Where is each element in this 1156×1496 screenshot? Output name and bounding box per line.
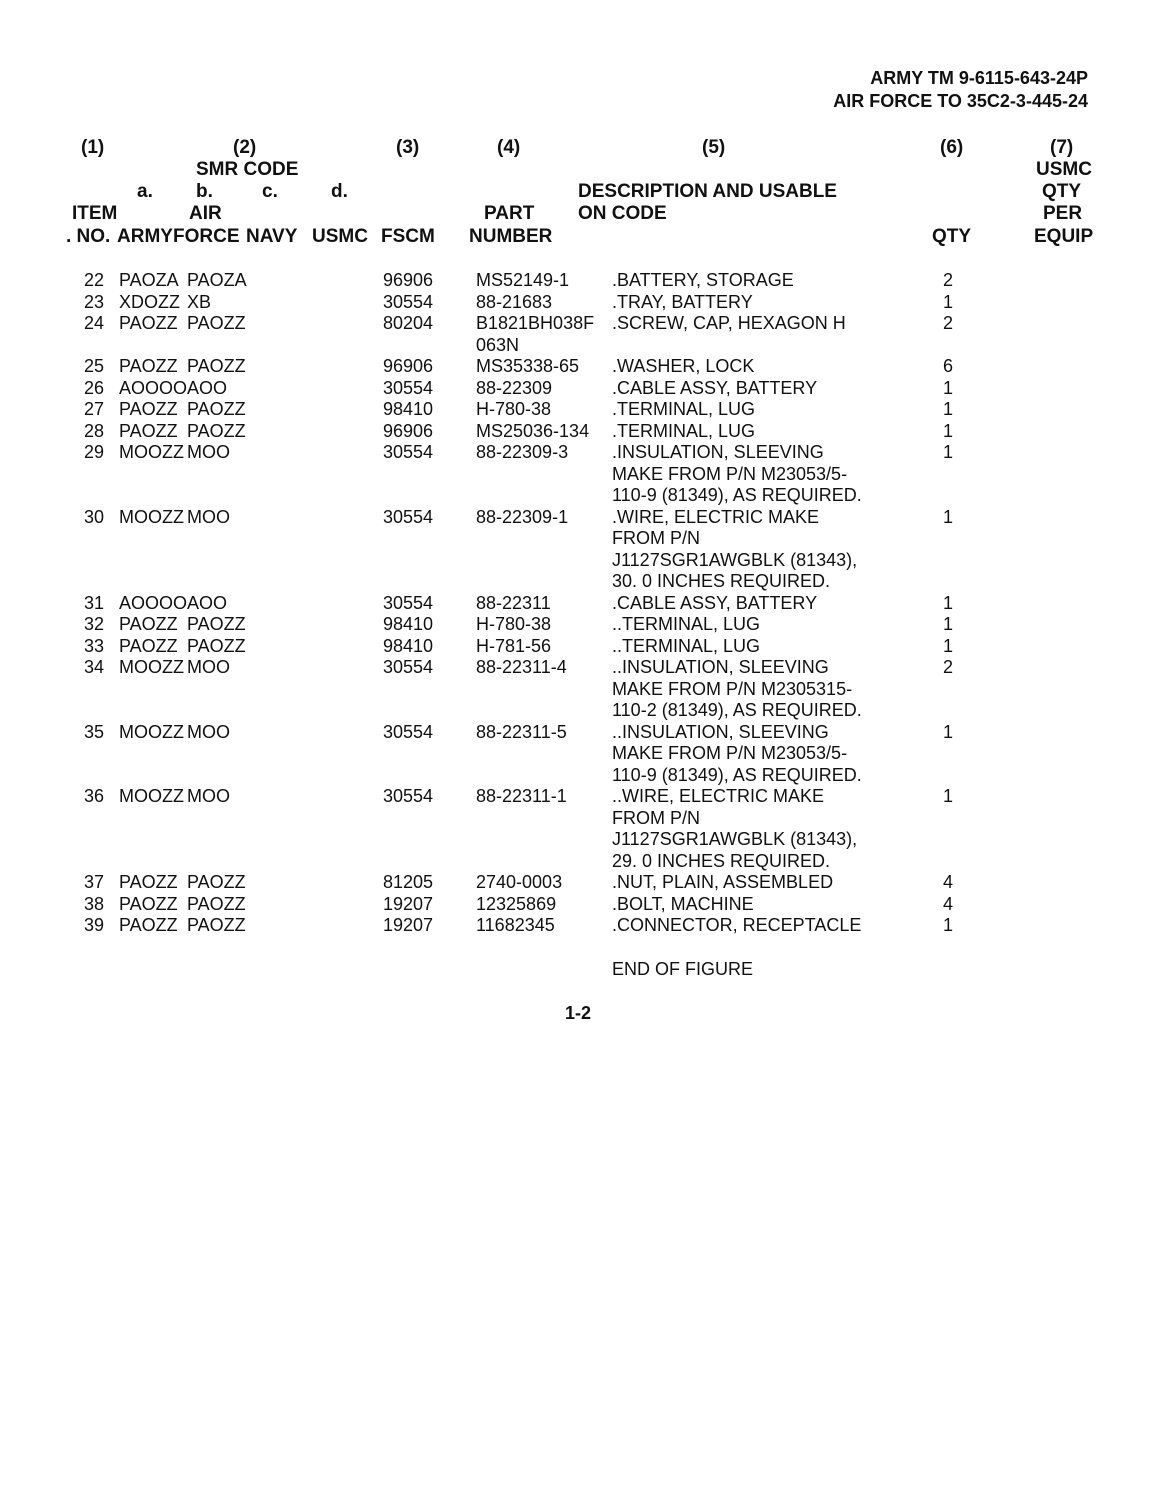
part-number-line: H-781-56: [476, 635, 552, 656]
quantity: 1: [942, 442, 953, 462]
col1-no-label: . NO.: [66, 226, 111, 247]
quantity: 2: [942, 657, 953, 677]
part-number-line: B1821BH038F: [476, 313, 595, 333]
quantity: 1: [942, 915, 953, 935]
fscm-code: 30554: [383, 786, 434, 806]
col5-usable-on-code-label: ON CODE: [578, 203, 667, 224]
item-number: 23: [83, 291, 104, 312]
part-number: [476, 593, 551, 615]
item-number: 30: [83, 506, 104, 527]
part-number-line: MS52149-1: [476, 270, 570, 290]
smr-air-force-code: MOO: [187, 786, 230, 806]
document-id-army: ARMY TM 9-6115-643-24P: [870, 68, 1088, 88]
col1-item-label: ITEM: [72, 203, 118, 224]
quantity: 4: [942, 893, 953, 914]
description: [612, 442, 862, 507]
quantity: 1: [942, 614, 953, 634]
quantity: 1: [942, 592, 953, 613]
item-number: 26: [83, 377, 104, 398]
col3-number: (3): [396, 137, 420, 158]
smr-navy-label: NAVY: [246, 226, 298, 247]
part-number: [476, 915, 555, 937]
fscm-code: 30554: [383, 657, 434, 677]
part-number-line: 88-21683: [476, 291, 553, 312]
description-line: ..INSULATION, SLEEVING: [612, 657, 829, 677]
description: [612, 507, 857, 593]
description-line: 30. 0 INCHES REQUIRED.: [612, 571, 831, 591]
description-line: J1127SGR1AWGBLK (81343),: [612, 829, 858, 849]
description: [612, 722, 862, 787]
smr-air-force-code: AOO: [187, 592, 228, 613]
smr-army-code: PAOZZ: [119, 635, 178, 656]
document-id-air-force: AIR FORCE TO 35C2-3-445-24: [833, 91, 1088, 111]
part-number: [476, 399, 551, 421]
description: [612, 894, 754, 916]
item-number: 25: [83, 356, 104, 376]
smr-air-force-code: AOO: [187, 377, 228, 398]
part-number-line: H-780-38: [476, 614, 552, 634]
page-number: 1-2: [564, 1003, 591, 1023]
description: [612, 270, 794, 292]
description-line: MAKE FROM P/N M23053/5-: [612, 463, 848, 484]
col5-number: (5): [702, 137, 726, 158]
description-line: .TRAY, BATTERY: [612, 291, 753, 312]
description-line: .NUT, PLAIN, ASSEMBLED: [612, 872, 834, 892]
fscm-code: 30554: [383, 592, 434, 613]
description: [612, 786, 857, 872]
fscm-code: 96906: [383, 420, 434, 441]
description-line: J1127SGR1AWGBLK (81343),: [612, 549, 858, 570]
item-number: 24: [83, 313, 104, 333]
smr-sub-a: a.: [137, 181, 153, 202]
part-number-line: 88-22309-3: [476, 442, 569, 462]
description-line: ..TERMINAL, LUG: [612, 635, 761, 656]
smr-army-code: PAOZZ: [119, 614, 178, 634]
part-number: [476, 270, 569, 292]
fscm-code: 96906: [383, 356, 434, 376]
smr-army-code: PAOZA: [119, 270, 179, 290]
part-number-line: 88-22309: [476, 377, 553, 398]
smr-air-force-code: PAOZZ: [187, 893, 246, 914]
part-number-line: 88-22309-1: [476, 506, 569, 527]
smr-army-code: MOOZZ: [119, 442, 184, 462]
smr-code-title: SMR CODE: [196, 159, 299, 180]
description-line: 110-2 (81349), AS REQUIRED.: [612, 700, 862, 720]
item-number: 32: [83, 614, 104, 634]
item-number: 22: [83, 270, 104, 290]
description-line: FROM P/N: [612, 528, 700, 548]
description: [612, 313, 846, 335]
quantity: 2: [942, 270, 953, 290]
description-line: .INSULATION, SLEEVING: [612, 442, 824, 462]
description-line: .CABLE ASSY, BATTERY: [612, 592, 818, 613]
part-number: [476, 657, 567, 679]
description: [612, 872, 833, 894]
description: [612, 593, 817, 615]
part-number-line: 88-22311-5: [476, 721, 567, 742]
part-number-line: 88-22311-1: [476, 786, 567, 806]
fscm-code: 96906: [383, 270, 434, 290]
fscm-code: 19207: [383, 893, 434, 914]
col4-part-label: PART: [484, 203, 535, 224]
item-number: 34: [83, 657, 104, 677]
quantity: 4: [942, 872, 953, 892]
description-line: ..INSULATION, SLEEVING: [612, 721, 829, 742]
description: [612, 399, 755, 421]
quantity: 6: [942, 356, 953, 376]
description-line: .TERMINAL, LUG: [612, 420, 756, 441]
fscm-code: 81205: [383, 872, 434, 892]
part-number-line: 88-22311: [476, 592, 551, 613]
col6-number: (6): [940, 137, 964, 158]
smr-air-force-code: PAOZZ: [187, 614, 246, 634]
part-number: [476, 636, 551, 658]
quantity: 1: [942, 291, 953, 312]
smr-air-force-code: PAOZZ: [187, 915, 246, 935]
description: [612, 915, 861, 937]
item-number: 35: [83, 721, 104, 742]
quantity: 1: [942, 377, 953, 398]
col3-fscm-label: FSCM: [381, 226, 435, 247]
description-line: .WIRE, ELECTRIC MAKE: [612, 506, 820, 527]
description: [612, 421, 755, 443]
description-line: ..WIRE, ELECTRIC MAKE: [612, 786, 825, 806]
part-number: [476, 722, 567, 744]
part-number-line: 2740-0003: [476, 872, 563, 892]
part-number-line: 12325869: [476, 893, 557, 914]
description-line: .CONNECTOR, RECEPTACLE: [612, 915, 862, 935]
smr-air-force-code: PAOZZ: [187, 635, 246, 656]
description-line: 29. 0 INCHES REQUIRED.: [612, 850, 831, 871]
col2-number: (2): [233, 137, 257, 158]
smr-army-code: PAOZZ: [119, 915, 178, 935]
smr-army-code: PAOZZ: [119, 356, 178, 376]
description-line: 110-9 (81349), AS REQUIRED.: [612, 485, 862, 505]
description-line: ..TERMINAL, LUG: [612, 614, 761, 634]
item-number: 31: [83, 592, 104, 613]
fscm-code: 30554: [383, 506, 434, 527]
smr-sub-d: d.: [331, 181, 348, 202]
quantity: 1: [942, 399, 953, 419]
fscm-code: 30554: [383, 291, 434, 312]
part-number-line: 11682345: [476, 915, 555, 935]
smr-air-label: AIR: [189, 203, 222, 224]
col7-qty-label: QTY: [1042, 181, 1082, 202]
fscm-code: 30554: [383, 442, 434, 462]
part-number: [476, 786, 567, 808]
smr-air-force-code: PAOZZ: [187, 356, 246, 376]
part-number-line: 88-22311-4: [476, 657, 567, 677]
smr-air-force-code: PAOZZ: [187, 399, 246, 419]
description-line: 110-9 (81349), AS REQUIRED.: [612, 764, 862, 785]
part-number-line: MS25036-134: [476, 420, 590, 441]
description: [612, 614, 760, 636]
item-number: 39: [83, 915, 104, 935]
part-number: [476, 292, 552, 314]
smr-army-code: AOOOO: [119, 377, 188, 398]
col1-number: (1): [81, 137, 105, 158]
part-number-line: MS35338-65: [476, 356, 580, 376]
fscm-code: 19207: [383, 915, 434, 935]
part-number-line: H-780-38: [476, 399, 552, 419]
smr-army-code: PAOZZ: [119, 872, 178, 892]
quantity: 2: [942, 313, 953, 333]
description-line: FROM P/N: [612, 807, 700, 828]
fscm-code: 30554: [383, 377, 434, 398]
item-number: 37: [83, 872, 104, 892]
description-line: .WASHER, LOCK: [612, 356, 755, 376]
col7-usmc-label: USMC: [1036, 159, 1092, 180]
smr-army-code: AOOOO: [119, 592, 188, 613]
col7-equip-label: EQUIP: [1034, 226, 1094, 247]
smr-army-code: PAOZZ: [119, 399, 178, 419]
smr-army-code: PAOZZ: [119, 420, 178, 441]
col5-description-label: DESCRIPTION AND USABLE: [578, 181, 837, 202]
smr-air-force-code: MOO: [187, 442, 230, 462]
col7-number: (7): [1050, 137, 1074, 158]
quantity: 1: [942, 786, 953, 806]
smr-army-code: PAOZZ: [119, 313, 178, 333]
smr-army-code: PAOZZ: [119, 893, 178, 914]
item-number: 36: [83, 786, 104, 806]
fscm-code: 30554: [383, 721, 434, 742]
part-number: [476, 378, 552, 400]
part-number: [476, 614, 551, 636]
col4-number-label: NUMBER: [469, 226, 553, 247]
part-number: [476, 894, 556, 916]
smr-army-label: ARMY: [117, 226, 173, 247]
quantity: 1: [942, 635, 953, 656]
description-line: MAKE FROM P/N M23053/5-: [612, 743, 848, 763]
quantity: 1: [942, 506, 953, 527]
smr-force-label: FORCE: [173, 226, 240, 247]
end-of-figure-note: END OF FIGURE: [612, 959, 754, 979]
part-number: [476, 507, 568, 529]
description: [612, 657, 862, 722]
smr-air-force-code: XB: [187, 291, 212, 312]
smr-air-force-code: PAOZZ: [187, 420, 246, 441]
part-number: [476, 356, 579, 378]
description-line: .TERMINAL, LUG: [612, 399, 756, 419]
item-number: 33: [83, 635, 104, 656]
fscm-code: 98410: [383, 635, 434, 656]
part-number: [476, 872, 562, 894]
item-number: 27: [83, 399, 104, 419]
smr-air-force-code: PAOZZ: [187, 313, 246, 333]
smr-sub-b: b.: [196, 181, 213, 202]
fscm-code: 98410: [383, 399, 434, 419]
col6-qty-label: QTY: [932, 226, 972, 247]
item-number: 28: [83, 420, 104, 441]
item-number: 38: [83, 893, 104, 914]
col7-per-label: PER: [1043, 203, 1083, 224]
description: [612, 378, 817, 400]
fscm-code: 98410: [383, 614, 434, 634]
part-number: [476, 442, 568, 464]
smr-air-force-code: MOO: [187, 506, 230, 527]
smr-army-code: MOOZZ: [119, 506, 184, 527]
description-line: .BATTERY, STORAGE: [612, 270, 794, 290]
part-number: [476, 421, 589, 443]
description: [612, 292, 753, 314]
fscm-code: 80204: [383, 313, 434, 333]
description: [612, 636, 760, 658]
smr-air-force-code: MOO: [187, 721, 230, 742]
smr-army-code: MOOZZ: [119, 657, 184, 677]
part-number-line: 063N: [476, 334, 520, 355]
item-number: 29: [83, 442, 104, 462]
description-line: .SCREW, CAP, HEXAGON H: [612, 313, 846, 333]
smr-army-code: MOOZZ: [119, 721, 184, 742]
description-line: .BOLT, MACHINE: [612, 893, 754, 914]
description-line: .CABLE ASSY, BATTERY: [612, 377, 818, 398]
smr-sub-c: c.: [262, 181, 278, 202]
col4-number: (4): [497, 137, 521, 158]
smr-air-force-code: PAOZA: [187, 270, 247, 290]
smr-air-force-code: MOO: [187, 657, 230, 677]
quantity: 1: [942, 721, 953, 742]
quantity: 1: [942, 420, 953, 441]
part-number: [476, 313, 594, 356]
smr-usmc-label: USMC: [312, 226, 368, 247]
description-line: MAKE FROM P/N M2305315-: [612, 678, 853, 699]
smr-army-code: XDOZZ: [119, 291, 180, 312]
smr-air-force-code: PAOZZ: [187, 872, 246, 892]
smr-army-code: MOOZZ: [119, 786, 184, 806]
description: [612, 356, 754, 378]
